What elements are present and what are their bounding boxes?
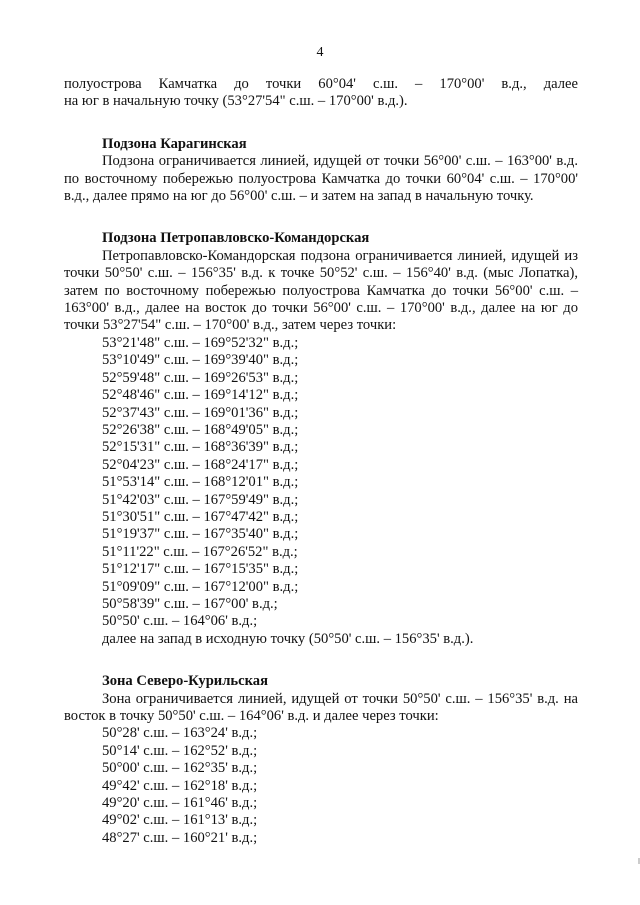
section-gap — [64, 648, 578, 673]
coordinate-item: 50°58'39" с.ш. – 167°00' в.д.; — [102, 595, 278, 612]
section-text-severo-kurilskaya: Зона ограничивается линией, идущей от точки 50°50' с.ш. – 156°35' в.д. на восток в точку 50°50' с.ш. – 164°06' в.д. и далее через точки: — [64, 690, 578, 724]
coordinate-list-severo-kurilskaya — [102, 725, 578, 847]
coordinate-item: 52°48'46" с.ш. – 169°14'12" в.д.; — [102, 387, 299, 404]
coordinate-item: 53°10'49" с.ш. – 169°39'40" в.д.; — [102, 352, 299, 369]
coordinate-item: 52°04'23" с.ш. – 168°24'17" в.д.; — [102, 456, 299, 473]
coordinate-item: 51°42'03" с.ш. – 167°59'49" в.д.; — [102, 491, 299, 508]
coordinate-item: 51°30'51" с.ш. – 167°47'42" в.д.; — [102, 508, 299, 525]
coordinate-item: 49°42' с.ш. – 162°18' в.д.; — [102, 777, 258, 794]
section-gap — [64, 205, 578, 230]
section-title-karaginskaya: Подзона Карагинская — [102, 135, 247, 152]
coordinate-item: 51°09'09" с.ш. – 167°12'00" в.д.; — [102, 578, 299, 595]
coordinate-item: 52°15'31" с.ш. – 168°36'39" в.д.; — [102, 439, 299, 456]
intro-line-2: на юг в начальную точку (53°27'54" с.ш. – 170°00' в.д.). — [64, 93, 408, 110]
coordinate-item: 49°02' с.ш. – 161°13' в.д.; — [102, 812, 258, 829]
coordinate-item: 52°26'38" с.ш. – 168°49'05" в.д.; — [102, 421, 299, 438]
closing-line-petropavlovsk: далее на запад в исходную точку (50°50' с.ш. – 156°35' в.д.). — [102, 630, 474, 647]
coordinate-item: 50°28' с.ш. – 163°24' в.д.; — [102, 725, 258, 742]
section-gap — [64, 111, 578, 136]
coordinate-item: 51°11'22" с.ш. – 167°26'52" в.д.; — [102, 543, 298, 560]
coordinate-item: 51°53'14" с.ш. – 168°12'01" в.д.; — [102, 474, 299, 491]
section-title-petropavlovsk: Подзона Петропавловско-Командорская — [102, 230, 370, 247]
section-text-petropavlovsk: Петропавловско-Командорская подзона ограничивается линией, идущей из точки 50°50' с.ш. – 156°35' в.д. к точке 50°52' с.ш. – 156°40' в.д. (мыс Лопатка), затем по восточному побережью полуострова Камчатка до точки 56°00' с.ш. – 163°00' в.д., далее на восток до точки 56°00' с.ш. – 170°00' в.д., далее на юг до точки 53°27'54" с.ш. – 170°00' в.д., затем через точки: — [64, 247, 578, 334]
coordinate-item: 50°14' с.ш. – 162°52' в.д.; — [102, 742, 258, 759]
intro-line-1 — [64, 76, 578, 93]
section-title-severo-kurilskaya: Зона Северо-Курильская — [102, 673, 268, 690]
coordinate-item: 51°19'37" с.ш. – 167°35'40" в.д.; — [102, 526, 299, 543]
coordinate-item: 48°27' с.ш. – 160°21' в.д.; — [102, 829, 258, 846]
coordinate-item: 52°59'48" с.ш. – 169°26'53" в.д.; — [102, 369, 299, 386]
coordinate-item: 53°21'48" с.ш. – 169°52'32" в.д.; — [102, 334, 299, 351]
page-number: 4 — [316, 45, 324, 60]
coordinate-item: 51°12'17" с.ш. – 167°15'35" в.д.; — [102, 561, 299, 578]
intro-line-1-text: полуострова Камчатка до точки 60°04' с.ш. – 170°00' в.д., далее — [64, 76, 578, 92]
coordinate-item: 49°20' с.ш. – 161°46' в.д.; — [102, 795, 258, 812]
coordinate-list-petropavlovsk — [102, 335, 578, 631]
coordinate-item: 50°00' с.ш. – 162°35' в.д.; — [102, 760, 258, 777]
document-body — [64, 76, 578, 847]
coordinate-item: 52°37'43" с.ш. – 169°01'36" в.д.; — [102, 404, 299, 421]
coordinate-item: 50°50' с.ш. – 164°06' в.д.; — [102, 613, 258, 630]
section-text-karaginskaya: Подзона ограничивается линией, идущей от точки 56°00' с.ш. – 163°00' в.д. по восточному побережью полуострова Камчатка до точки 60°04' с.ш. – 170°00' в.д., далее прямо на юг до 56°00' с.ш. – и затем на запад в начальную точку. — [64, 153, 578, 205]
